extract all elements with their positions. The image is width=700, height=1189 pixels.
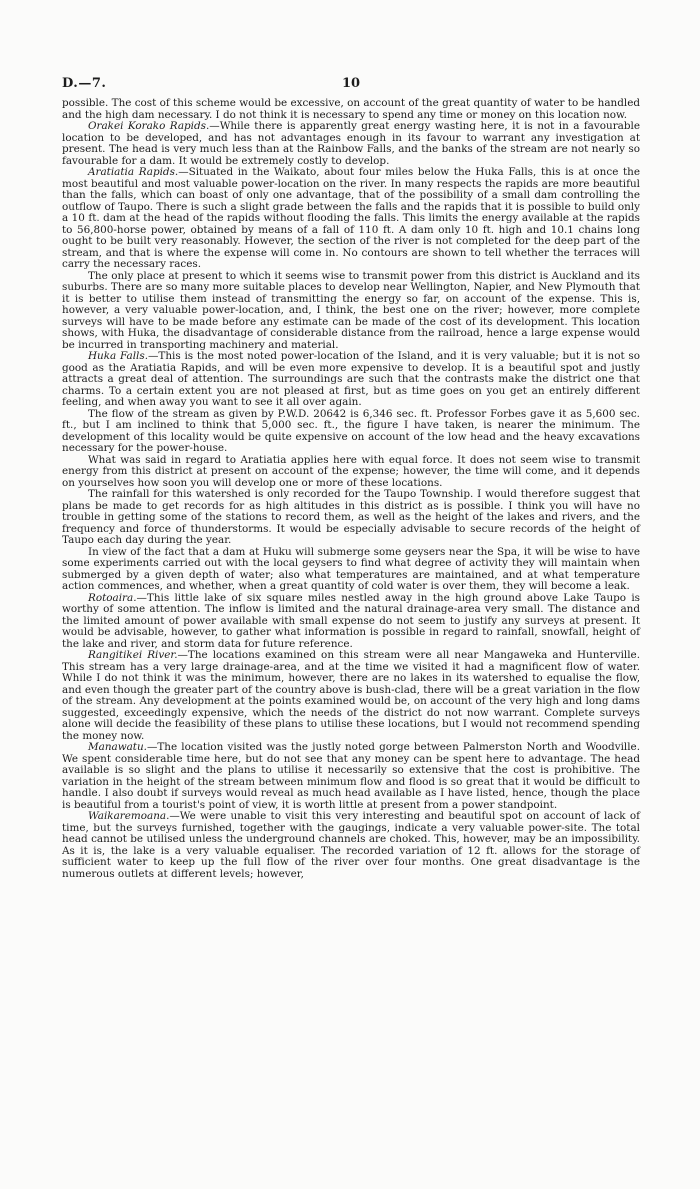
section-heading: Orakei Korako Rapids. [88,120,210,132]
section-heading: Huka Falls. [88,350,149,362]
paragraph-rangitikei: Rangitikei River.—The locations examined on this stream were all near Mangaweka and Hunterville. This stream has a very large drainage-area, and at the time we visited it had a magnificent flow of water. While I do not think it was the minimum, however, there are no lakes in its watershed to equalise the flow, and even though the greater part of the country above is bush-clad, there will be a great variation in the flow of the stream. Any development at the points examined would be, on account of the very high and long dams suggested, exceedingly expensive, which the needs of the district do not now warrant. Complete surveys alone will decide the feasibility of these plans to utilise these locations, but I would not recommend spending the money now. [62,649,640,742]
paragraph-orakei-korako: Orakei Korako Rapids.—While there is apparently great energy wasting here, it is not in a favourable location to be developed, and has not advantages enough in its favour to warrant any investigation at present. The head is very much less than at the Rainbow Falls, and the banks of the stream are not nearly so favourable for a dam. It would be extremely costly to develop. [62,120,640,167]
section-heading: Rotoaira. [88,591,137,604]
section-heading: Aratiatia Rapids. [88,166,179,178]
paragraph: The only place at present to which it seems wise to transmit power from this district is Auckland and its suburbs. There are so many more suitable places to develop near Wellington, Napier, and New Plymouth that it is better to utilise them instead of transmitting the energy so far, on account of the expense. This is, however, a very valuable power-location, and, I think, the best one on the river; however, more complete surveys will have to be made before any estimate can be made of the cost of its development. This location shows, with Huka, the disadvantage of considerable distance from the railroad, hence a large expense would be incurred in transporting machinery and material. [62,269,640,351]
paragraph-manawatu: Manawatu.—The location visited was the justly noted gorge between Palmerston North and Woodville. We spent considerable time here, but do not see that any money can be spent here to advantage. The head available is so slight and the plans to utilise it necessarily so extensive that the cost is prohibitive. The variation in the height of the stream between minimum flow and flood is so great that it would be difficult to handle. I also doubt if surveys would reveal as much head available as I have listed, hence, though the place is beautiful from a tourist's point of view, it is worth little at present from a power standpoint. [62,741,640,811]
paragraph-aratiatia: Aratiatia Rapids.—Situated in the Waikato, about four miles below the Huka Falls, this is at once the most beautiful and most valuable power-location on the river. In many respects the rapids are more beautiful than the falls, which can boast of only one advantage, that of the possibility of a small dam controlling the outflow of Taupo. There is such a slight grade between the falls and the rapids that it is possible to build only a 10 ft. dam at the head of the rapids without flooding the falls. This limits the energy available at the rapids to 56,800-horse power, obtained by means of a fall of 110 ft. A dam only 10 ft. high and 10.1 chains long ought to be built very reasonably. However, the section of the river is not completed for the deep part of the stream, and that is where the expense will come in. No contours are shown to tell whether the terraces will carry the necessary races. [62,166,641,270]
paragraph-huka-falls: Huka Falls.—This is the most noted power-location of the Island, and it is very valuable; but it is not so good as the Aratiatia Rapids, and will be even more expensive to develop. It is a beautiful spot and justly attracts a great deal of attention. The surroundings are such that the contrasts make the district one that charms. To a certain extent you are not pleased at first, but as time goes on you get an entirely different feeling, and when away you want to see it all over again. [62,350,640,408]
body-text [62,98,640,880]
page-header [62,76,640,96]
section-heading: Manawatu. [88,741,147,753]
page-number: 10 [341,76,361,91]
paragraph: In view of the fact that a dam at Huku will submerge some geysers near the Spa, it will be wise to have some experiments carried out with the local geysers to find what degree of activity they will maintain when submerged by a given depth of water; also what temperatures are maintained, and at what temperature action commences, and whether, when a great quantity of cold water is over them, they will become a leak. [62,545,640,592]
paragraph: The flow of the stream as given by P.W.D. 20642 is 6,346 sec. ft. Professor Forbes gave it as 5,600 sec. ft., but I am inclined to think that 5,000 sec. ft., the figure I have taken, is nearer the minimum. The development of this locality would be quite expensive on account of the low head and the heavy excavations necessary for the power-house. [62,407,640,454]
section-heading: Rangitikei River. [88,649,178,661]
paragraph-waikaremoana: Waikaremoana.—We were unable to visit this very interesting and beautiful spot on account of lack of time, but the surveys furnished, together with the gaugings, indicate a very valuable power-site. The total head cannot be utilised unless the underground channels are choked. This, however, may be an impossibility. As it is, the lake is a very valuable equaliser. The recorded variation of 12 ft. allows for the storage of sufficient water to keep up the full flow of the river over four months. One great disadvantage is the numerous outlets at different levels; however, [62,810,640,880]
section-heading: Waikaremoana. [88,810,170,822]
paragraph: possible. The cost of this scheme would be excessive, on account of the great quantity of water to be handled and the high dam necessary. I do not think it is necessary to spend any time or money on this location now. [62,97,640,121]
paragraph: The rainfall for this watershed is only recorded for the Taupo Township. I would therefore suggest that plans be made to get records for as high altitudes in this district as is possible. I think you will have no trouble in getting some of the stations to record them, as well as the height of the lakes and rivers, and the frequency and force of thunderstorms. It would be especially advisable to secure records of the height of Taupo each day during the year. [62,488,640,546]
paragraph-rotoaira: Rotoaira.—This little lake of six square miles nestled away in the high ground above Lake Taupo is worthy of some attention. The inflow is limited and the natural drainage-area very small. The distance and the limited amount of power available with small expense do not seem to justify any surveys at present. It would be advisable, however, to gather what information is possible in regard to rainfall, snowfall, height of the lake and river, and storm data for future reference. [62,591,640,650]
paragraph: What was said in regard to Aratiatia applies here with equal force. It does not seem wise to transmit energy from this district at present on account of the expense; however, the time will come, and it depends on yourselves how soon you will develop one or more of these locations. [62,453,640,489]
document-reference: D.—7. [62,76,107,91]
